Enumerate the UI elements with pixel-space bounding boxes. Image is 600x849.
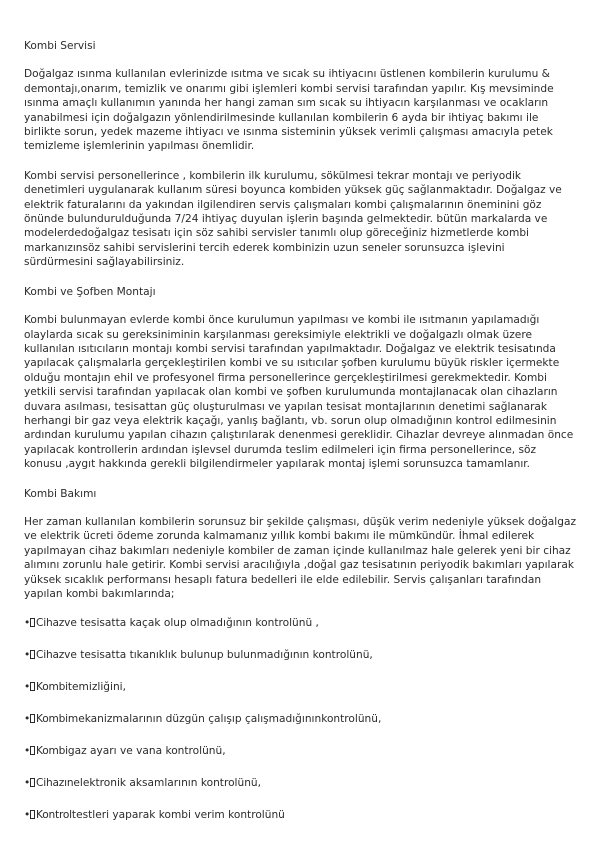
list-item-lead: Kombi (36, 713, 68, 726)
maintenance-list (24, 616, 576, 822)
missing-glyph-icon (30, 778, 35, 787)
paragraph: Kombi servisi personellerince , kombilerin ilk kurulumu, sökülmesi tekrar montajı ve periyodik denetimleri uygulanarak kullanım süresi boyunca kombiden yüksek güç sağlanmaktadır. Doğalgaz ve elektrik faturalarını da yakından ilgilendiren servis çalışmaları kombi çalışmalarının öneminini göz önünde bulundurulduğunda 7/24 ihtiyaç duyulan işlerin başında gelmektedir. bütün markalarda ve modelerdedoğalgaz tesisatı için söz sahibi servisler tanımlı olup göreceğiniz hizmetlerde kombi markanızınsöz sahibi servislerini tercih ederek kombinizin uzun seneler sorunsuzca işlevini sürdürmesini sağlayabilirsiniz. (24, 169, 562, 269)
list-item-text: mekanizmalarının düzgün çalışıp çalışmadığınınkontrolünü, (67, 713, 382, 726)
bullet-icon: • (24, 713, 31, 726)
bullet-icon: • (24, 681, 31, 694)
missing-glyph-icon (30, 618, 35, 627)
bullet-icon: • (24, 809, 31, 822)
paragraph: Doğalgaz ısınma kullanılan evlerinizde ısıtma ve sıcak su ihtiyacını üstlenen kombilerin kurulumu & demontajı,onarım, temizlik ve onarımı gibi işlemleri kombi servisi tarafından yapılır. Kış mevsiminde ısınma amaçlı kullanımın yanında her hangi zaman sım sıcak su ihtiyacın karşılanması ve ocakların yanabilmesi için doğalgazın yönlendirilmesinde kullanılan kombilerin 6 ayda bir ihtiyaç bakımı ile birlikte sorun, yedek mazeme ihtiyacı ve ısınma sisteminin yüksek verimli çalışması amacıyla petek temizleme işlemlerinin yapılması önemlidir. (24, 68, 554, 153)
list-item (24, 648, 576, 662)
list-item-lead: Cihaz (36, 649, 65, 662)
list-item-text: ve tesisatta tıkanıklık bulunup bulunmadığının kontrolünü, (64, 649, 373, 662)
list-item-text: gaz ayarı ve vana kontrolünü, (67, 745, 226, 758)
list-item (24, 744, 576, 758)
list-item-text: testleri yaparak kombi verim kontrolünü (71, 809, 285, 822)
list-item (24, 808, 576, 822)
bullet-icon: • (24, 745, 31, 758)
heading-kombi-bakimi: Kombi Bakımı (24, 487, 97, 500)
missing-glyph-icon (30, 810, 35, 819)
list-item-text: elektronik aksamlarının kontrolünü, (73, 777, 261, 790)
list-item-lead: Kombi (36, 681, 68, 694)
bullet-icon: • (24, 649, 31, 662)
missing-glyph-icon (30, 682, 35, 691)
missing-glyph-icon (30, 714, 35, 723)
list-item-lead: Kombi (36, 745, 68, 758)
heading-kombi-servisi: Kombi Servisi (24, 40, 96, 52)
missing-glyph-icon (30, 650, 35, 659)
bullet-icon: • (24, 617, 31, 630)
list-item-lead: Cihazın (36, 777, 74, 790)
list-item-text: ve tesisatta kaçak olup olmadığının kontrolünü , (64, 617, 319, 630)
list-item-lead: Kontrol (36, 809, 72, 822)
bullet-icon: • (24, 777, 31, 790)
heading-kombi-sofben-montaji: Kombi ve Şofben Montajı (24, 285, 156, 298)
list-item (24, 712, 576, 726)
list-item-lead: Cihaz (36, 617, 65, 630)
list-item (24, 616, 576, 630)
missing-glyph-icon (30, 746, 35, 755)
list-item (24, 776, 576, 790)
paragraph: Her zaman kullanılan kombilerin sorunsuz bir şekilde çalışması, düşük verim nedeniyle yüksek doğalgaz ve elektrik ücreti ödeme zorunda kalmamanız yıllık kombi bakımı ile mümkündür. İhmal edilerek yapılmayan cihaz bakımları nedeniyle kombiler de zaman içinde kullanılmaz hale gelerek yeni bir cihaz alımını zorunlu hale getirir. Kombi servisi aracılığıyla ,doğal gaz tesisatının periyodik bakımları yapılarak yüksek sıcaklık performansı hesaplı fatura bedelleri ile elde edilebilir. Servis çalışanları tarafından yapılan kombi bakımlarında; (24, 515, 577, 600)
list-item (24, 680, 576, 694)
list-item-text: temizliğini, (67, 681, 126, 694)
paragraph: Kombi bulunmayan evlerde kombi önce kurulumun yapılması ve kombi ile ısıtmanın yapılamadığı olaylarda sıcak su gereksiniminin karşılanması gereksimiyle elektrikli ve doğalgazlı olmak üzere kullanılan ısıtıcıların montajı kombi servisi tarafından yapılmaktadır. Doğalgaz ve elektrik tesisatında yapılacak çalışmalarla gerçekleştirilen kombi ve su ısıtıcılar şofben kurulumu büyük riskler içermekte olduğu montajın ehil ve profesyonel firma personellerince gerçekleştirilmesi gerekmektedir. Kombi yetkili servisi tarafından yapılacak olan kombi ve şofben kurulumunda montajlanacak olan cihazların duvara asılması, tesisattan güç oluşturulması ve yapılan tesisat montajlarının denetimi sağlanarak herhangi bir gaz veya elektrik kaçağı, yanlış bağlantı, vb. sorun olup olmadığının kontrol edilmesinin ardından kurulumu yapılan cihazın çalıştırılarak denenmesi gereklidir. Cihazlar devreye alınmadan önce yapılacak kontrollerin ardından işlevsel durumda teslim edilmeleri için firma personellerince, söz konusu ,aygıt hakkında gerekli bilgilendirmeler yapılarak montaj işlemi sorunsuzca tamamlanır. (24, 314, 574, 471)
